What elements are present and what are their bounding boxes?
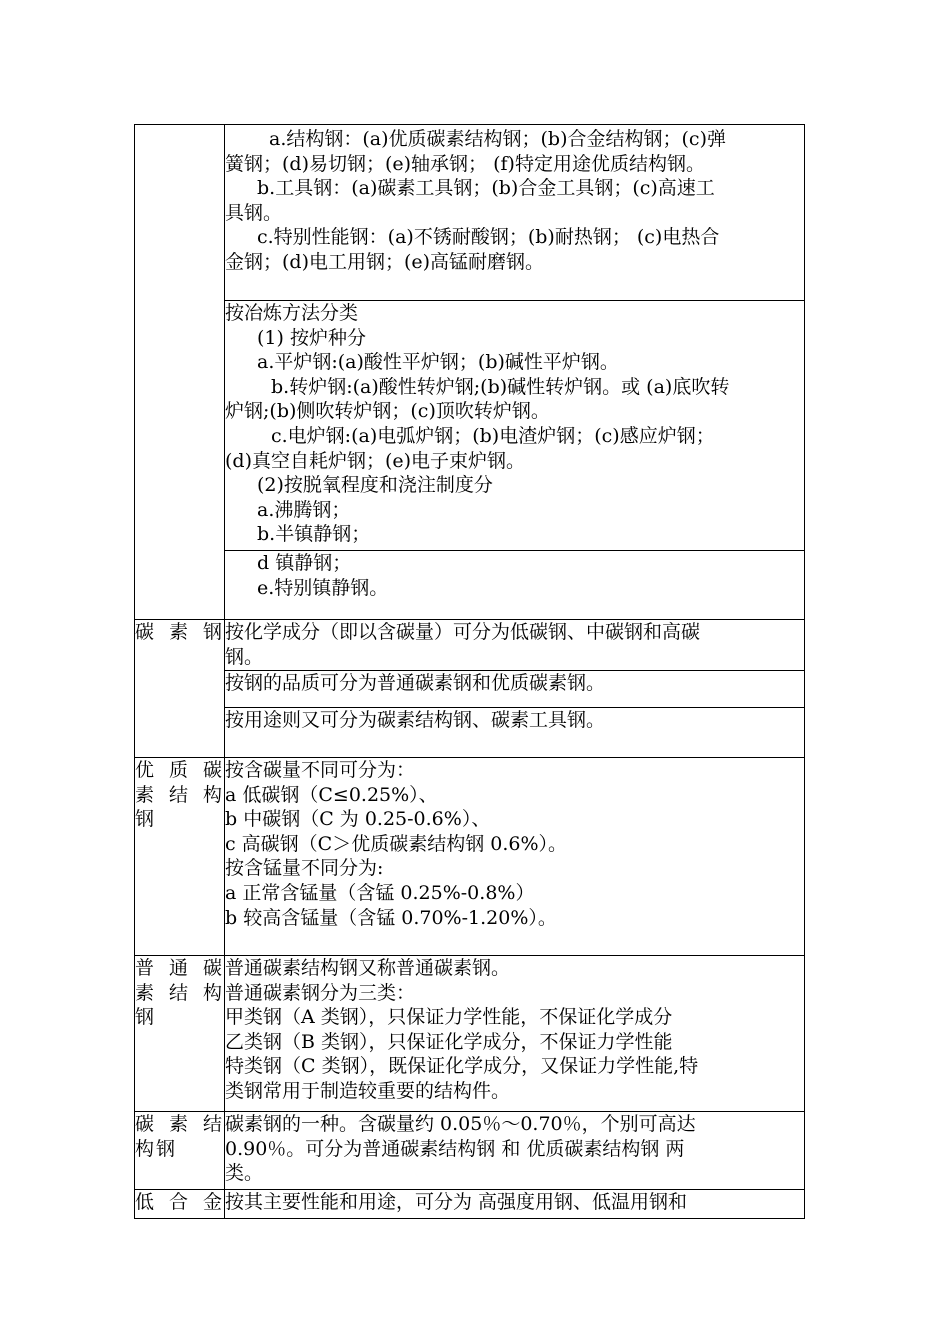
text-line: b.半镇静钢； [257, 523, 371, 546]
row-label [135, 1112, 225, 1190]
text-line: d 镇静钢； [257, 552, 352, 574]
text-line: a.平炉钢:(a)酸性平炉钢；(b)碱性平炉钢。 [257, 351, 619, 374]
text-line: b 较高含锰量（含锰 0.70%-1.20%）。 [225, 906, 557, 929]
text-line: 特类钢（C 类钢），既保证化学成分，又保证力学性能,特 [225, 1055, 699, 1078]
label-line: 钢 [135, 808, 157, 831]
label-line: 碳素结 [135, 1113, 224, 1135]
text-line: 按含锰量不同分为: [225, 857, 384, 880]
text-line: 普通碳素钢分为三类： [225, 981, 416, 1004]
text-line: a 低碳钢（C≤0.25%）、 [225, 783, 438, 806]
steel-classification-table [134, 124, 805, 1219]
text-line: 钢。 [225, 645, 264, 668]
label-line: 普通碳 [135, 957, 224, 979]
row-label [135, 956, 225, 1112]
label-line: 低合金 [135, 1191, 224, 1213]
content-cell [225, 551, 805, 620]
text-line: 簧钢；(d)易切钢；(e)轴承钢； (f)特定用途优质结构钢。 [225, 152, 705, 175]
label-line: 钢 [135, 1006, 157, 1029]
content-cell [225, 708, 805, 758]
text-line: 按化学成分（即以含碳量）可分为低碳钢、中碳钢和高碳 [225, 621, 701, 643]
text-line: b.工具钢：(a)碳素工具钢；(b)合金工具钢；(c)高速工 [257, 177, 715, 200]
text-line: 甲类钢（A 类钢），只保证力学性能，不保证化学成分 [225, 1006, 673, 1029]
table-row [135, 1190, 805, 1219]
text-line: 乙类钢（B 类钢），只保证化学成分，不保证力学性能 [225, 1030, 673, 1053]
table-row [135, 956, 805, 1112]
text-line: 类。 [225, 1162, 264, 1185]
text-line: c.特别性能钢：(a)不锈耐酸钢；(b)耐热钢； (c)电热合 [257, 226, 720, 249]
text-line: 按冶炼方法分类 [225, 302, 359, 324]
text-line: b.转炉钢:(a)酸性转炉钢;(b)碱性转炉钢。或 (a)底吹转 [271, 375, 730, 398]
text-line: 按其主要性能和用途，可分为 高强度用钢、低温用钢和 [225, 1191, 688, 1213]
text-line: 按用途则又可分为碳素结构钢、碳素工具钢。 [225, 709, 606, 731]
row-label [135, 1190, 225, 1219]
content-cell [225, 671, 805, 708]
text-line: (d)真空自耗炉钢；(e)电子束炉钢。 [225, 449, 526, 472]
text-line: e.特别镇静钢。 [257, 576, 389, 599]
table-row [135, 551, 805, 620]
content-cell [225, 956, 805, 1112]
text-line: 普通碳素结构钢又称普通碳素钢。 [225, 957, 511, 979]
content-cell [225, 758, 805, 956]
text-line: a.沸腾钢； [257, 498, 351, 521]
table-row [135, 1112, 805, 1190]
row-label [135, 620, 225, 758]
text-line: a 正常含锰量（含锰 0.25%-0.8%） [225, 881, 535, 904]
table-row [135, 758, 805, 956]
content-cell [225, 301, 805, 551]
text-line: 金钢；(d)电工用钢；(e)高锰耐磨钢。 [225, 250, 545, 273]
content-cell [225, 1112, 805, 1190]
text-line: (1) 按炉种分 [257, 326, 366, 349]
text-line: 类钢常用于制造较重要的结构件。 [225, 1079, 511, 1102]
text-line: (2)按脱氧程度和浇注制度分 [257, 474, 493, 497]
text-line: 具钢。 [225, 201, 283, 224]
row-label [135, 758, 225, 956]
content-cell [225, 1190, 805, 1219]
text-line: c 高碳钢（C＞优质碳素结构钢 0.6%）。 [225, 832, 568, 855]
text-line: 0.90％。可分为普通碳素结构钢 和 优质碳素结构钢 两 [225, 1137, 685, 1160]
content-cell [225, 620, 805, 671]
table-row [135, 125, 805, 301]
text-line: c.电炉钢:(a)电弧炉钢；(b)电渣炉钢；(c)感应炉钢； [271, 424, 715, 447]
text-line: 按钢的品质可分为普通碳素钢和优质碳素钢。 [225, 672, 606, 694]
text-line: a.结构钢：(a)优质碳素结构钢；(b)合金结构钢；(c)弹 [269, 128, 726, 150]
table-row [135, 708, 805, 758]
label-line: 构钢 [135, 1137, 178, 1160]
label-line: 素结构 [135, 783, 224, 806]
label-line: 碳素钢 [135, 621, 224, 643]
content-cell [225, 125, 805, 301]
text-line: 炉钢;(b)侧吹转炉钢；(c)顶吹转炉钢。 [225, 400, 550, 423]
label-line: 素结构 [135, 981, 224, 1004]
text-line: 按含碳量不同可分为： [225, 759, 416, 781]
table-row [135, 301, 805, 551]
text-line: b 中碳钢（C 为 0.25-0.6%）、 [225, 808, 491, 831]
text-line: 碳素钢的一种。含碳量约 0.05％～0.70％，个别可高达 [225, 1113, 696, 1135]
label-line: 优质碳 [135, 759, 224, 781]
row-label [135, 125, 225, 620]
table-row [135, 671, 805, 708]
table-row [135, 620, 805, 671]
